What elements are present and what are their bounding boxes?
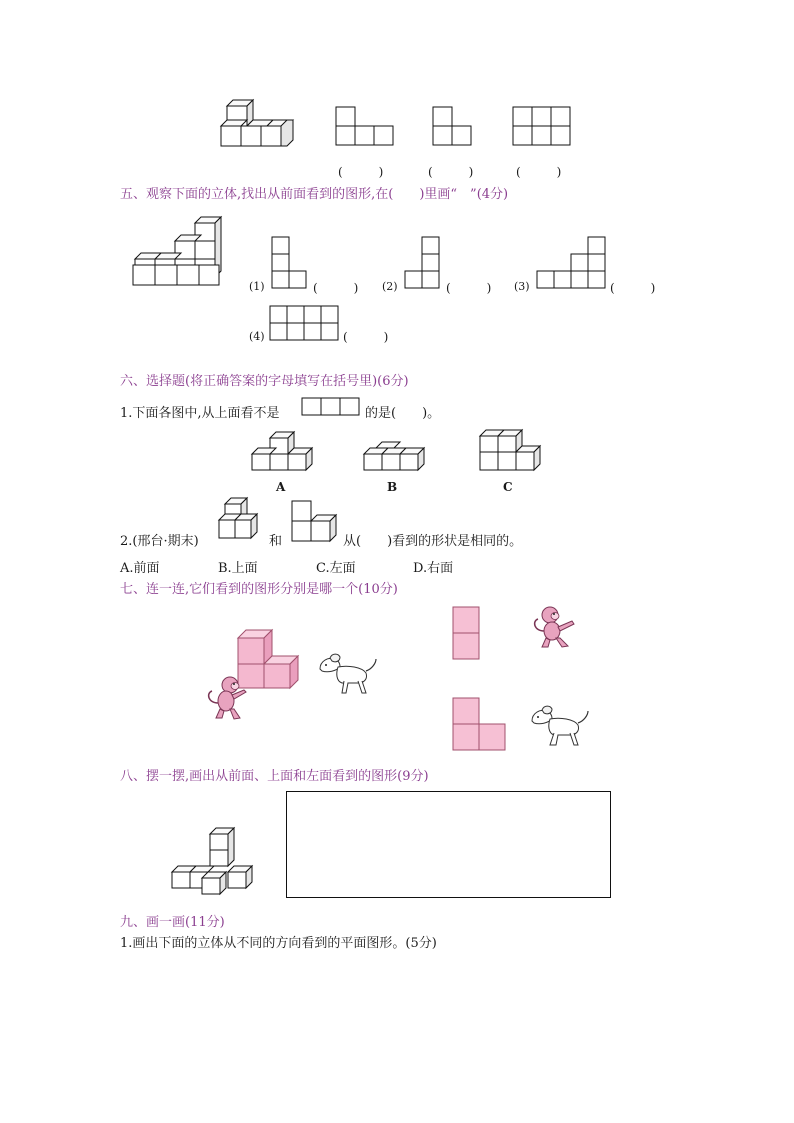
section6-option-c-figure xyxy=(478,428,546,474)
monkey-icon-right xyxy=(530,603,578,651)
section6-q2-figure-1 xyxy=(217,496,263,544)
section6-option-c-label: C xyxy=(503,480,513,494)
section9-title: 九、画一画(11分) xyxy=(120,915,225,930)
section6-q2-choice-b[interactable]: B.上面 xyxy=(218,561,258,576)
section6-q1-shape xyxy=(301,397,361,417)
section5-answer-2[interactable]: ( ) xyxy=(446,281,492,295)
dog-icon xyxy=(318,651,380,697)
section5-label-1: (1) xyxy=(249,280,265,293)
section6-q1-prefix: 1.下面各图中,从上面看不是 xyxy=(120,406,280,421)
section5-title: 五、观察下面的立体,找出从前面看到的图形,在( )里画“ ”(4分) xyxy=(120,187,509,202)
section5-answer-1[interactable]: ( ) xyxy=(313,281,359,295)
section8-3d-figure xyxy=(170,826,256,896)
top-view-option-3 xyxy=(512,106,574,148)
section6-q2-prefix: 2.(邢台·期末) xyxy=(120,534,199,549)
section6-option-b-label: B xyxy=(387,480,398,494)
section6-option-b-figure xyxy=(362,440,428,474)
monkey-icon xyxy=(204,673,250,721)
section6-q1-suffix: 的是( )。 xyxy=(365,406,441,421)
answer-paren-top-2[interactable]: ( ) xyxy=(428,165,474,179)
answer-paren-top-1[interactable]: ( ) xyxy=(338,165,384,179)
section6-q2-figure-2 xyxy=(291,500,337,544)
section5-view-3 xyxy=(536,236,608,292)
section8-title: 八、摆一摆,画出从前面、上面和左面看到的图形(9分) xyxy=(120,769,429,784)
section5-view-2 xyxy=(404,236,444,292)
section5-view-4 xyxy=(269,305,341,343)
dog-icon-right xyxy=(530,703,592,749)
section7-view-l-shape xyxy=(452,697,508,753)
answer-paren-top-3[interactable]: ( ) xyxy=(516,165,562,179)
section7-title: 七、连一连,它们看到的图形分别是哪一个(10分) xyxy=(120,582,398,597)
section5-label-2: (2) xyxy=(382,280,398,293)
section6-q2-choice-d[interactable]: D.右面 xyxy=(413,561,454,576)
section5-view-1 xyxy=(271,236,311,292)
section6-q2-suffix: 从( )看到的形状是相同的。 xyxy=(343,534,523,549)
section9-q1: 1.画出下面的立体从不同的方向看到的平面图形。(5分) xyxy=(120,936,437,951)
section6-option-a-figure xyxy=(250,430,316,474)
section6-q2-choice-c[interactable]: C.左面 xyxy=(316,561,356,576)
section7-view-vertical xyxy=(452,606,480,662)
section5-answer-4[interactable]: ( ) xyxy=(343,330,389,344)
section5-answer-3[interactable]: ( ) xyxy=(610,281,656,295)
section6-title: 六、选择题(将正确答案的字母填写在括号里)(6分) xyxy=(120,374,409,389)
top-view-option-2 xyxy=(432,106,476,148)
section8-drawing-box[interactable] xyxy=(286,791,611,898)
section5-3d-stair-base xyxy=(131,264,225,288)
section5-label-3: (3) xyxy=(514,280,530,293)
section6-option-a-label: A xyxy=(276,480,286,494)
section6-q2-and: 和 xyxy=(269,534,283,549)
section6-q2-choice-a[interactable]: A.前面 xyxy=(120,561,160,576)
top-view-option-1 xyxy=(335,106,397,148)
top-3d-cube-figure xyxy=(220,96,296,148)
section5-label-4: (4) xyxy=(249,330,265,343)
